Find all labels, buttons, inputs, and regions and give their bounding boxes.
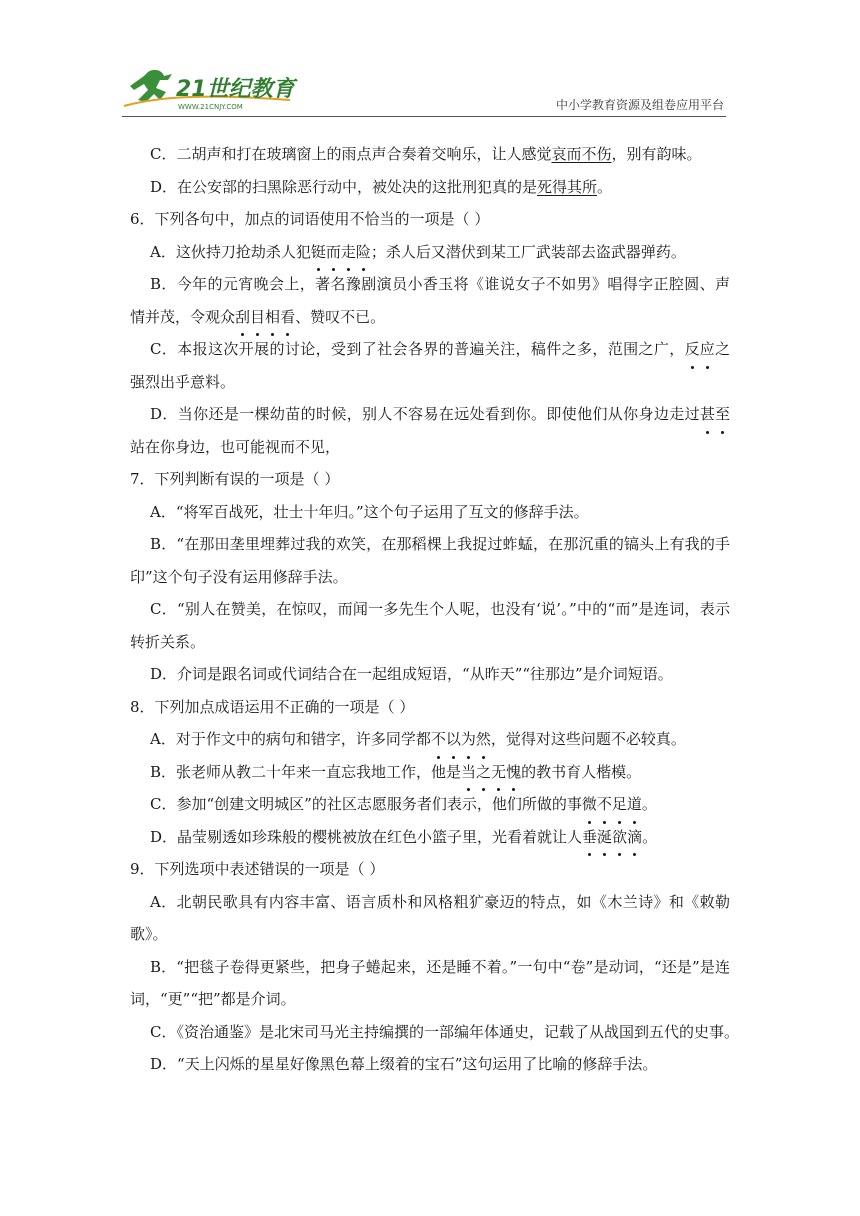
option-9d: D．“天上闪烁的星星好像黑色幕上缀着的宝石”这句运用了比喻的修辞手法。 [150, 1055, 658, 1073]
option-8b: B．张老师从教二十年来一直忘我地工作，他是当之无愧的教书育人楷模。 [130, 756, 730, 789]
option-6d-line1: D．当你还是一棵幼苗的时候，别人不容易在远处看到你。即使他们从你身边走过甚至 [130, 398, 730, 431]
option-7b-line1: B．“在那田垄里埋葬过我的欢笑，在那稻棵上我捉过蚱蜢，在那沉重的镐头上有我的手 [150, 535, 730, 553]
option-8a: A．对于作文中的病句和错字，许多同学都不以为然，觉得对这些问题不必较真。 [130, 723, 730, 756]
option-8d: D．晶莹剔透如珍珠般的樱桃被放在红色小篮子里，光看着就让人垂涎欲滴。 [130, 821, 730, 854]
site-logo [120, 66, 300, 112]
header-divider [122, 116, 726, 117]
option-9b-line2: 词，“更”“把”都是介词。 [130, 990, 296, 1008]
option-7a: A．“将军百战死，壮士十年归。”这个句子运用了互文的修辞手法。 [150, 502, 589, 521]
option-9a-line1: A．北朝民歌具有内容丰富、语言质朴和风格粗犷豪迈的特点，如《木兰诗》和《敕勒 [150, 892, 730, 911]
option-6b-line2: 情并茂，令观众刮目相看、赞叹不已。 [130, 301, 730, 334]
platform-name: 中小学教育资源及组卷应用平台 [555, 98, 724, 112]
option-9b-line1: B．“把毯子卷得更紧些，把身子蜷起来，还是睡不着。”一句中“卷”是动词，“还是”是连 [150, 957, 730, 976]
logo-url: WWW.21CNJY.COM [178, 103, 243, 111]
option-6c-line1: C．本报这次开展的讨论，受到了社会各界的普遍关注，稿件之多，范围之广，反应之 [130, 333, 730, 366]
option-5c: C．二胡声和打在玻璃窗上的雨点声合奏着交响乐，让人感觉哀而不伤，别有韵味。 [150, 145, 702, 163]
logo-text: 21世纪教育 [176, 77, 295, 102]
question-9-stem: 9．下列选项中表述错误的一项是（ ） [130, 860, 385, 878]
option-7b-line2: 印”这个句子没有运用修辞手法。 [130, 567, 348, 586]
option-6c-line2: 强烈出乎意料。 [130, 372, 236, 391]
question-8-stem: 8．下列加点成语运用不正确的一项是（ ） [130, 697, 415, 716]
question-7-stem: 7．下列判断有误的一项是（ ） [130, 470, 340, 488]
option-6d-line2: 站在你身边，也可能视而不见， [130, 437, 341, 456]
option-6b-line1: B．今年的元宵晚会上，著名豫剧演员小香玉将《谁说女子不如男》唱得字正腔圆、声 [150, 275, 730, 293]
option-7c-line1: C．“别人在赞美，在惊叹，而闻一多先生个人呢，也没有‘说’。”中的“而”是连词，表示 [150, 600, 730, 618]
option-7c-line2: 转折关系。 [130, 632, 206, 651]
option-8c: C．参加“创建文明城区”的社区志愿服务者们表示，他们所做的事微不足道。 [130, 788, 730, 821]
option-9c: C．《资治通鉴》是北宋司马光主持编撰的一部编年体通史，记载了从战国到五代的史事。 [150, 1022, 739, 1041]
question-6-stem: 6．下列各句中，加点的词语使用不恰当的一项是（ ） [130, 210, 490, 228]
question-content [130, 138, 739, 1081]
option-6a: A．这伙持刀抢劫杀人犯铤而走险；杀人后又潜伏到某工厂武装部去盗武器弹药。 [130, 236, 730, 269]
option-9a-line2: 歌》。 [130, 925, 168, 943]
runner-icon [130, 70, 172, 102]
option-7d: D．介词是跟名词或代词结合在一起组成短语，“从昨天”“往那边”是介词短语。 [150, 665, 673, 683]
page-header [0, 0, 860, 118]
option-5d: D．在公安部的扫黑除恶行动中，被处决的这批刑犯真的是死得其所。 [150, 177, 613, 196]
